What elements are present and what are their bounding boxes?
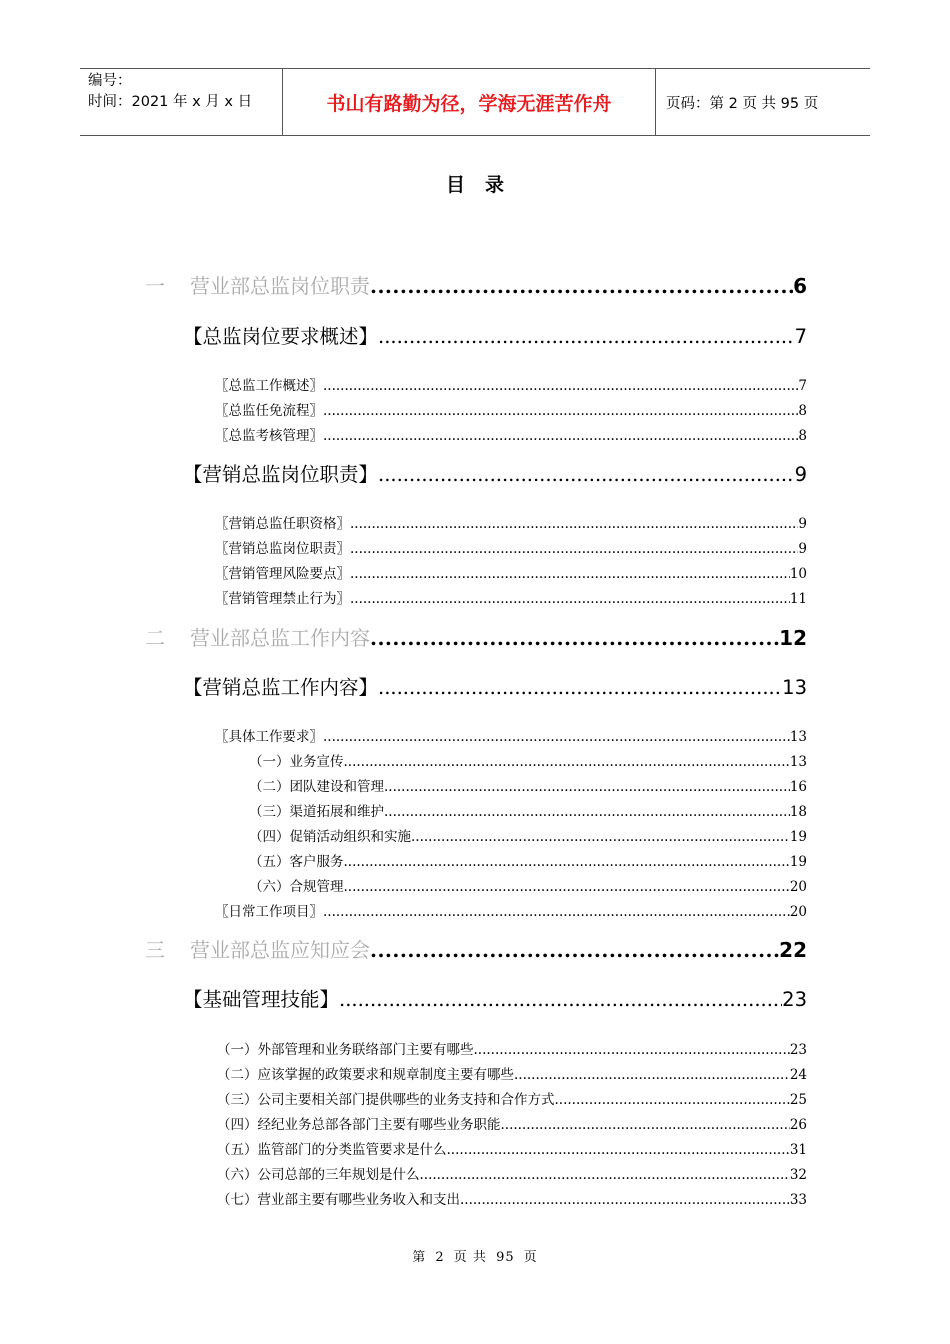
toc-item[interactable]: [249, 850, 807, 870]
subsection-title: 〖营销管理禁止行为〗: [215, 591, 350, 607]
leader-dots: [370, 626, 779, 650]
footer-prefix: 第: [412, 1250, 427, 1265]
page-number: 9: [798, 516, 807, 532]
toc-item[interactable]: [217, 1163, 807, 1183]
page-number: 22: [779, 938, 807, 962]
section-title: 【营销总监工作内容】: [183, 676, 379, 699]
leader-dots: [339, 988, 782, 1011]
toc-item[interactable]: [249, 750, 807, 770]
toc-item[interactable]: [249, 800, 807, 820]
leader-dots: [378, 325, 795, 348]
page-number: 9: [794, 463, 807, 486]
item-title: （五）监管部门的分类监管要求是什么: [217, 1142, 447, 1158]
item-title: （七）营业部主要有哪些业务收入和支出: [217, 1192, 460, 1208]
footer-suffix: 页: [523, 1250, 538, 1265]
footer-mid: 页 共: [453, 1250, 487, 1265]
leader-dots: [420, 1167, 790, 1183]
toc-subsection[interactable]: [215, 512, 807, 532]
header-meta: [80, 69, 282, 135]
leader-dots: [323, 729, 790, 745]
page-number: 19: [789, 854, 807, 870]
leader-dots: [501, 1117, 790, 1133]
page-number: 13: [789, 754, 807, 770]
page-number: 31: [789, 1142, 807, 1158]
leader-dots: [323, 904, 790, 920]
leader-dots: [323, 428, 798, 444]
chapter-number: 二: [145, 626, 165, 650]
chapter-title: 营业部总监工作内容: [190, 626, 370, 650]
item-title: （四）促销活动组织和实施: [249, 829, 411, 845]
page-number: 20: [789, 879, 807, 895]
chapter-number: 一: [145, 274, 165, 298]
page-number: 33: [789, 1192, 807, 1208]
toc-subsection[interactable]: [215, 562, 807, 582]
item-title: （三）公司主要相关部门提供哪些的业务支持和合作方式: [217, 1092, 555, 1108]
page-number: 12: [779, 626, 807, 650]
leader-dots: [447, 1142, 790, 1158]
item-title: （四）经纪业务总部各部门主要有哪些业务职能: [217, 1117, 501, 1133]
page-number: 13: [782, 676, 807, 699]
toc-subsection[interactable]: [215, 900, 807, 920]
page-number: 11: [789, 591, 807, 607]
leader-dots: [370, 274, 793, 298]
leader-dots: [344, 754, 790, 770]
leader-dots: [411, 829, 790, 845]
time-label: 时间：2021 年 x 月 x 日: [88, 94, 253, 110]
page-number: 7: [798, 378, 807, 394]
toc-item[interactable]: [249, 825, 807, 845]
page-header: [80, 68, 870, 136]
item-title: （一）业务宣传: [249, 754, 344, 770]
chapter-title: 营业部总监岗位职责: [190, 274, 370, 298]
page-number: 20: [789, 904, 807, 920]
subsection-title: 〖总监任免流程〗: [215, 403, 323, 419]
page-number: 16: [789, 779, 807, 795]
page-number: 25: [789, 1092, 807, 1108]
chapter-title: 营业部总监应知应会: [190, 938, 370, 962]
leader-dots: [344, 854, 790, 870]
leader-dots: [370, 938, 779, 962]
toc-item[interactable]: [249, 775, 807, 795]
leader-dots: [514, 1067, 790, 1083]
page-number: 19: [789, 829, 807, 845]
subsection-title: 〖营销总监任职资格〗: [215, 516, 350, 532]
toc-item[interactable]: [217, 1138, 807, 1158]
page-number: 24: [789, 1067, 807, 1083]
subsection-title: 〖日常工作项目〗: [215, 904, 323, 920]
page-number: 23: [789, 1042, 807, 1058]
footer-total: 95: [496, 1250, 515, 1265]
leader-dots: [323, 378, 798, 394]
subsection-title: 〖营销总监岗位职责〗: [215, 541, 350, 557]
toc-item[interactable]: [217, 1038, 807, 1058]
subsection-title: 〖具体工作要求〗: [215, 729, 323, 745]
leader-dots: [384, 779, 790, 795]
toc-chapter-2[interactable]: [145, 622, 807, 651]
leader-dots: [460, 1192, 790, 1208]
leader-dots: [350, 541, 798, 557]
toc-section[interactable]: [183, 672, 807, 700]
page-number: 9: [798, 541, 807, 557]
toc-item[interactable]: [217, 1088, 807, 1108]
toc-chapter-3[interactable]: [145, 934, 807, 963]
header-motto: 书山有路勤为径，学海无涯苦作舟: [282, 69, 656, 135]
section-title: 【营销总监岗位职责】: [183, 463, 379, 486]
item-title: （六）公司总部的三年规划是什么: [217, 1167, 420, 1183]
subsection-title: 〖总监工作概述〗: [215, 378, 323, 394]
section-title: 【基础管理技能】: [183, 988, 340, 1011]
toc-section[interactable]: [183, 984, 807, 1012]
leader-dots: [384, 804, 790, 820]
toc-item[interactable]: [217, 1113, 807, 1133]
leader-dots: [350, 566, 790, 582]
section-title: 【总监岗位要求概述】: [183, 325, 379, 348]
leader-dots: [350, 591, 790, 607]
toc-section[interactable]: [183, 321, 807, 349]
leader-dots: [378, 676, 782, 699]
item-title: （六）合规管理: [249, 879, 344, 895]
footer-page: 2: [435, 1250, 445, 1265]
page-number: 10: [789, 566, 807, 582]
toc-subsection[interactable]: [215, 374, 807, 394]
toc-item[interactable]: [249, 875, 807, 895]
toc-section[interactable]: [183, 459, 807, 487]
item-title: （二）团队建设和管理: [249, 779, 384, 795]
toc-subsection[interactable]: [215, 537, 807, 557]
toc-chapter-1[interactable]: [145, 270, 807, 299]
toc-subsection[interactable]: [215, 725, 807, 745]
toc-item[interactable]: [217, 1188, 807, 1208]
leader-dots: [350, 516, 798, 532]
page-number: 8: [798, 428, 807, 444]
page-number: 8: [798, 403, 807, 419]
header-page-info: 页码：第 2 页 共 95 页: [666, 95, 819, 112]
item-title: （五）客户服务: [249, 854, 344, 870]
item-title: （三）渠道拓展和维护: [249, 804, 384, 820]
page-footer: [0, 1246, 950, 1265]
leader-dots: [323, 403, 798, 419]
page-number: 26: [789, 1117, 807, 1133]
page-number: 6: [793, 274, 807, 298]
item-title: （二）应该掌握的政策要求和规章制度主要有哪些: [217, 1067, 514, 1083]
page-number: 32: [789, 1167, 807, 1183]
chapter-number: 三: [145, 938, 165, 962]
page-number: 13: [789, 729, 807, 745]
toc-item[interactable]: [217, 1063, 807, 1083]
page-number: 7: [794, 325, 807, 348]
leader-dots: [378, 463, 795, 486]
leader-dots: [474, 1042, 790, 1058]
toc-subsection[interactable]: [215, 399, 807, 419]
page-number: 23: [782, 988, 807, 1011]
number-label: 编号：: [88, 73, 132, 89]
toc-subsection[interactable]: [215, 587, 807, 607]
item-title: （一）外部管理和业务联络部门主要有哪些: [217, 1042, 474, 1058]
subsection-title: 〖营销管理风险要点〗: [215, 566, 350, 582]
leader-dots: [344, 879, 790, 895]
subsection-title: 〖总监考核管理〗: [215, 428, 323, 444]
page-number: 18: [789, 804, 807, 820]
toc-subsection[interactable]: [215, 424, 807, 444]
leader-dots: [555, 1092, 790, 1108]
page-title: 目录: [445, 174, 524, 196]
